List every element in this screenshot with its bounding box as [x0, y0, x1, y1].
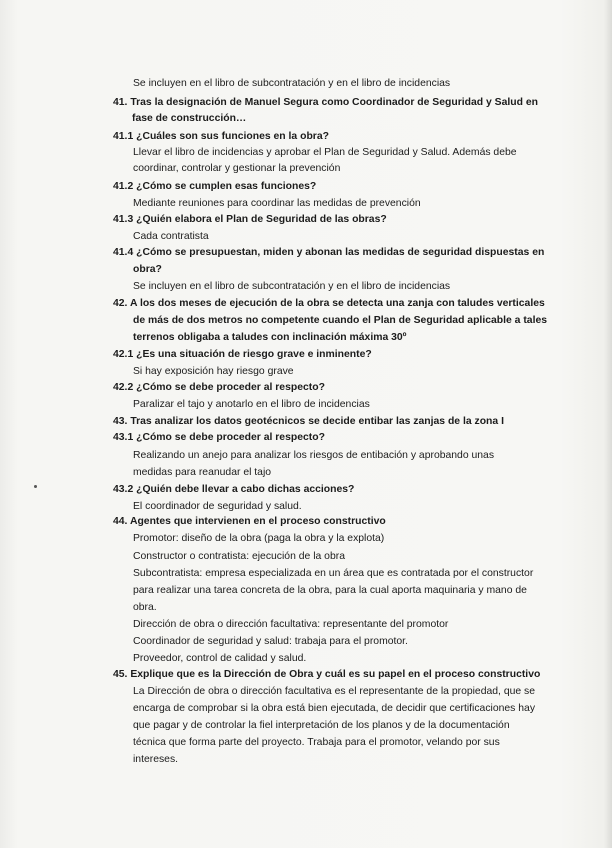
answer-text: coordinar, controlar y gestionar la prevención [133, 163, 341, 174]
question-heading: 43. Tras analizar los datos geotécnicos se decide entibar las zanjas de la zona I [113, 416, 504, 427]
question-heading-cont: fase de construcción… [132, 113, 247, 124]
subquestion-heading: 43.2 ¿Quién debe llevar a cabo dichas acciones? [113, 484, 355, 495]
question-heading: 41. Tras la designación de Manuel Segura como Coordinador de Seguridad y Salud en [113, 97, 538, 108]
answer-text: Coordinador de seguridad y salud: trabaja para el promotor. [133, 636, 408, 647]
subquestion-heading: 41.3 ¿Quién elabora el Plan de Seguridad de las obras? [113, 214, 387, 225]
answer-text: Mediante reuniones para coordinar las medidas de prevención [133, 198, 421, 209]
question-heading: 42. A los dos meses de ejecución de la obra se detecta una zanja con taludes verticales [113, 298, 545, 309]
answer-text: técnica que forma parte del proyecto. Trabaja para el promotor, velando por sus [133, 737, 500, 748]
answer-text: que pagar y de controlar la fiel interpretación de los planos y de la documentación [133, 720, 510, 731]
answer-text: Paralizar el tajo y anotarlo en el libro de incidencias [133, 399, 370, 410]
answer-text: intereses. [133, 754, 179, 765]
answer-text: medidas para reanudar el tajo [133, 467, 272, 478]
subquestion-heading: 42.2 ¿Cómo se debe proceder al respecto? [113, 382, 325, 393]
subquestion-heading: 43.1 ¿Cómo se debe proceder al respecto? [113, 432, 325, 443]
answer-text: Dirección de obra o dirección facultativa: representante del promotor [133, 619, 449, 630]
answer-text: encarga de comprobar si la obra está bien ejecutada, de decidir que certificaciones hay [133, 703, 536, 714]
subquestion-heading-cont: obra? [133, 264, 162, 275]
answer-text: La Dirección de obra o dirección facultativa es el representante de la propiedad, que se [133, 686, 536, 697]
answer-text: Promotor: diseño de la obra (paga la obra y la explota) [133, 533, 385, 544]
answer-text: Llevar el libro de incidencias y aprobar el Plan de Seguridad y Salud. Además debe [133, 147, 517, 158]
question-heading-cont: de más de dos metros no competente cuando el Plan de Seguridad aplicable a tales [133, 315, 548, 326]
answer-text: Constructor o contratista: ejecución de la obra [133, 551, 345, 562]
question-heading: 45. Explique que es la Dirección de Obra y cuál es su papel en el proceso constructivo [113, 669, 541, 680]
subquestion-heading: 41.1 ¿Cuáles son sus funciones en la obra? [113, 131, 329, 142]
answer-text: Realizando un anejo para analizar los riesgos de entibación y aprobando unas [133, 450, 495, 461]
subquestion-heading: 41.2 ¿Cómo se cumplen esas funciones? [113, 181, 317, 192]
answer-text: Si hay exposición hay riesgo grave [133, 366, 294, 377]
scan-speck [34, 485, 37, 488]
question-heading: 44. Agentes que intervienen en el proceso constructivo [113, 516, 386, 527]
subquestion-heading: 41.4 ¿Cómo se presupuestan, miden y abonan las medidas de seguridad dispuestas en [113, 247, 545, 258]
question-heading-cont: terrenos obligaba a taludes con inclinación máxima 30º [133, 332, 407, 343]
answer-text: Se incluyen en el libro de subcontratación y en el libro de incidencias [133, 281, 451, 292]
page-edge-shadow [604, 0, 612, 848]
answer-text: para realizar una tarea concreta de la obra, para la cual aporta maquinaria y mano de [133, 585, 527, 596]
subquestion-heading: 42.1 ¿Es una situación de riesgo grave e inminente? [113, 349, 372, 360]
answer-text: Subcontratista: empresa especializada en un área que es contratada por el constructor [133, 568, 534, 579]
answer-text: obra. [133, 602, 157, 613]
text-line: Se incluyen en el libro de subcontratación y en el libro de incidencias [133, 78, 451, 89]
answer-text: Proveedor, control de calidad y salud. [133, 653, 307, 664]
answer-text: El coordinador de seguridad y salud. [133, 501, 302, 512]
answer-text: Cada contratista [133, 231, 209, 242]
